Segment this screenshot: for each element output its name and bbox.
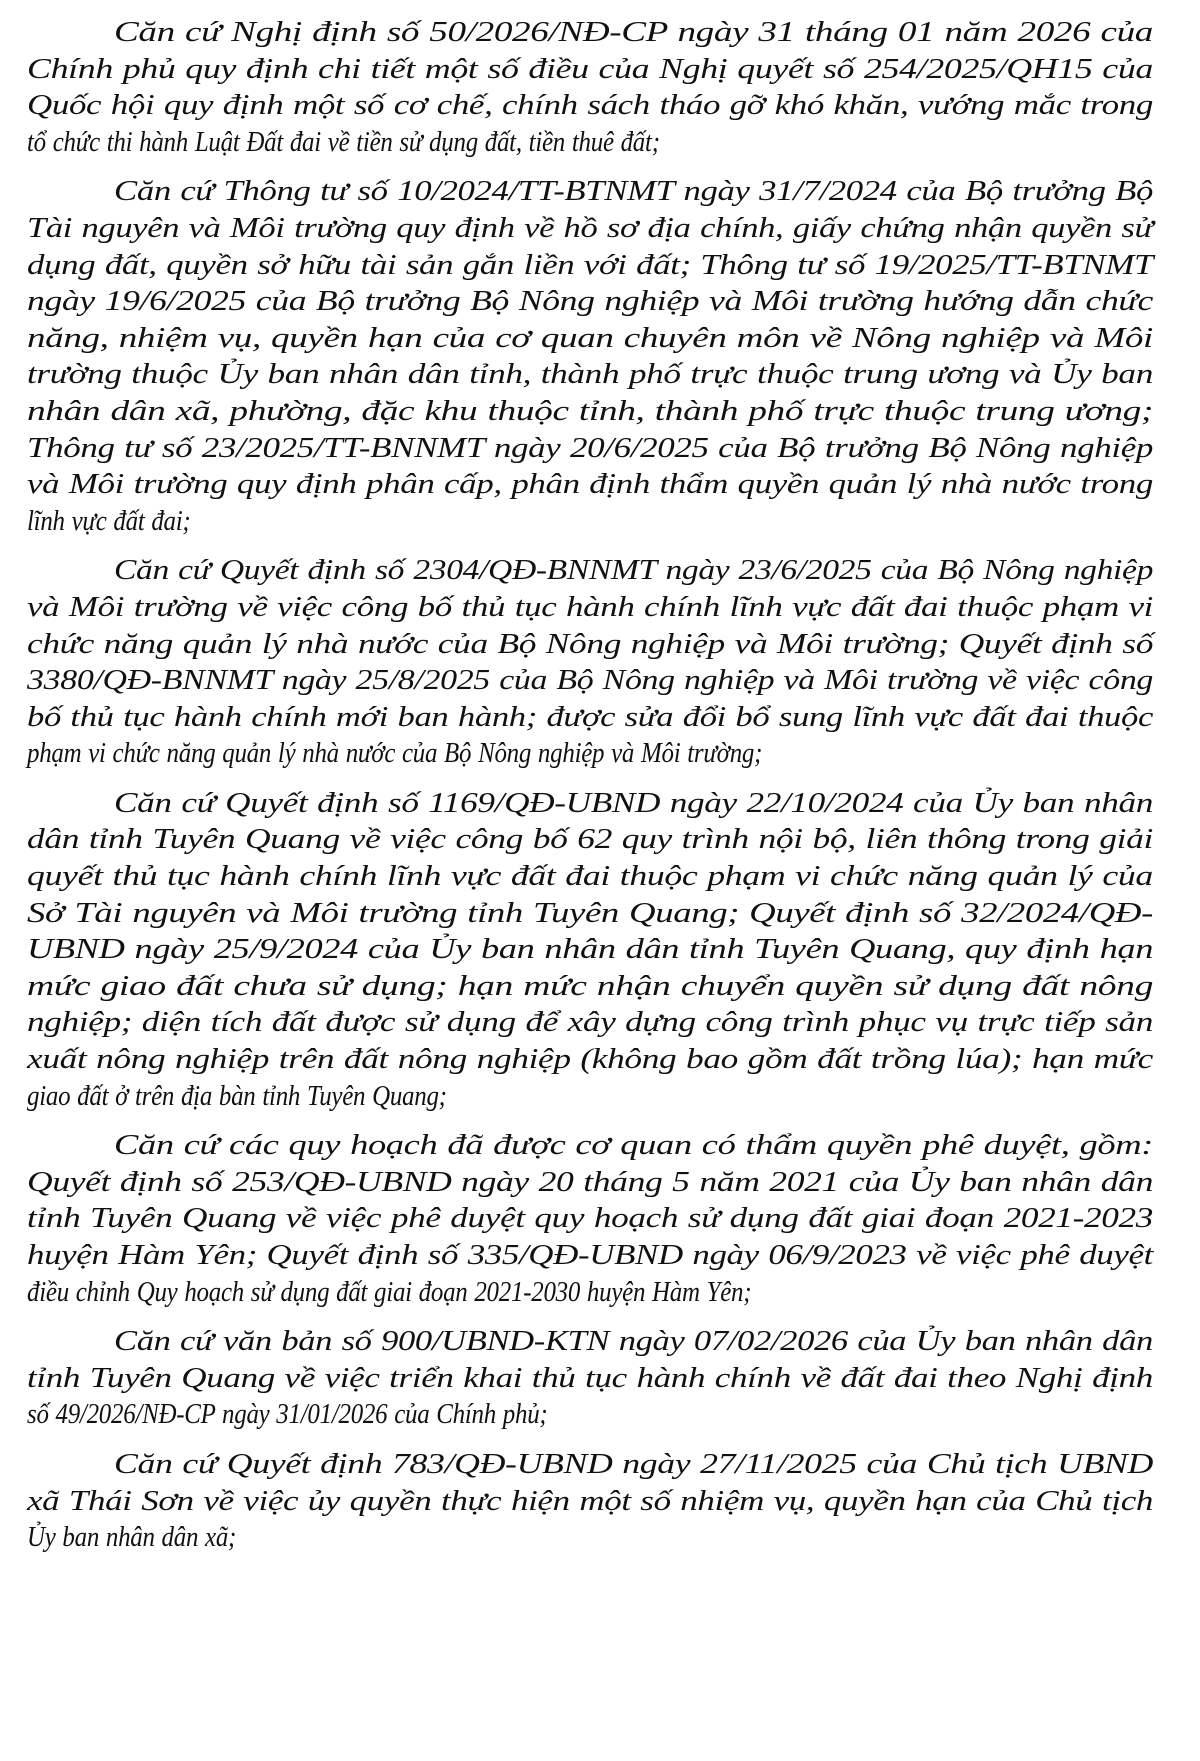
text-line [27, 51, 1153, 88]
text-line [27, 968, 1153, 1005]
text-line [27, 124, 1153, 161]
text-line [27, 1323, 1153, 1360]
text-run: UBND ngày 25/9/2024 của Ủy ban nhân dân tỉnh Tuyên Quang, quy định hạn [27, 933, 1154, 966]
text-run: Căn cứ Quyết định số 2304/QĐ-BNNMT ngày 23/6/2025 của Bộ Nông nghiệp [114, 554, 1154, 587]
text-run: số 49/2026/NĐ-CP ngày 31/01/2026 của Chính phủ; [27, 1398, 548, 1431]
text-run: huyện Hàm Yên; Quyết định số 335/QĐ-UBND ngày 06/9/2023 về việc phê duyệt [27, 1239, 1153, 1271]
text-run: tỉnh Tuyên Quang về việc triển khai thủ tục hành chính về đất đai theo Nghị định [27, 1361, 1153, 1394]
text-run: năng, nhiệm vụ, quyền hạn của cơ quan chuyên môn về Nông nghiệp và Môi [27, 321, 1153, 354]
text-line [27, 1446, 1153, 1483]
text-run: và Môi trường về việc công bố thủ tục hành chính lĩnh vực đất đai thuộc phạm vi [27, 590, 1153, 623]
text-run: xuất nông nghiệp trên đất nông nghiệp (không bao gồm đất trồng lúa); hạn mức [27, 1043, 1154, 1076]
text-line [27, 1483, 1153, 1520]
text-line [27, 14, 1153, 51]
text-line [27, 626, 1153, 663]
text-run: Căn cứ Quyết định số 1169/QĐ-UBND ngày 22/10/2024 của Ủy ban nhân [114, 786, 1154, 819]
text-run: Quyết định số 253/QĐ-UBND ngày 20 tháng 5 năm 2021 của Ủy ban nhân dân [27, 1165, 1154, 1198]
text-run: Ủy ban nhân dân xã; [27, 1521, 237, 1554]
text-line [27, 1200, 1153, 1237]
text-line [27, 1127, 1153, 1164]
text-line [27, 1274, 1153, 1311]
text-run: dân tỉnh Tuyên Quang về việc công bố 62 quy trình nội bộ, liên thông trong giải [27, 823, 1153, 856]
text-run: tỉnh Tuyên Quang về việc phê duyệt quy hoạch sử dụng đất giai đoạn 2021-2023 [27, 1202, 1153, 1235]
paragraph-thong-tu-10-2024 [27, 173, 1153, 539]
text-line [27, 320, 1153, 357]
text-run: nhân dân xã, phường, đặc khu thuộc tỉnh, thành phố trực thuộc trung ương; [27, 394, 1154, 427]
text-line [27, 247, 1153, 284]
text-line [27, 589, 1153, 626]
paragraph-nghi-dinh-50-2026 [27, 14, 1153, 160]
text-line [27, 1004, 1153, 1041]
text-line [27, 858, 1153, 895]
text-run: Căn cứ Thông tư số 10/2024/TT-BTNMT ngày 31/7/2024 của Bộ trưởng Bộ [114, 175, 1154, 208]
text-run: giao đất ở trên địa bàn tỉnh Tuyên Quang; [27, 1079, 447, 1112]
text-run: quyết thủ tục hành chính lĩnh vực đất đai thuộc phạm vi chức năng quản lý của [27, 860, 1153, 893]
text-line [27, 931, 1153, 968]
text-run: chức năng quản lý nhà nước của Bộ Nông nghiệp và Môi trường; Quyết định số [27, 627, 1154, 660]
text-line [27, 662, 1153, 699]
text-run: Căn cứ các quy hoạch đã được cơ quan có thẩm quyền phê duyệt, gồm: [114, 1129, 1154, 1162]
text-line [27, 1164, 1153, 1201]
text-line [27, 699, 1153, 736]
text-line [27, 173, 1153, 210]
paragraph-quyet-dinh-1169 [27, 785, 1153, 1114]
text-run: lĩnh vực đất đai; [27, 504, 191, 537]
text-line [27, 283, 1153, 320]
text-line [27, 1078, 1153, 1115]
document-page [27, 14, 1153, 1569]
paragraph-quyet-dinh-783 [27, 1446, 1153, 1556]
text-line [27, 503, 1153, 540]
text-run: xã Thái Sơn về việc ủy quyền thực hiện một số nhiệm vụ, quyền hạn của Chủ tịch [27, 1484, 1154, 1517]
paragraph-quy-hoach [27, 1127, 1153, 1310]
text-line [27, 87, 1153, 124]
text-run: bố thủ tục hành chính mới ban hành; được sửa đổi bổ sung lĩnh vực đất đai thuộc [27, 700, 1154, 733]
text-line [27, 1041, 1153, 1078]
text-run: Quốc hội quy định một số cơ chế, chính sách tháo gỡ khó khăn, vướng mắc trong [27, 89, 1153, 122]
text-run: 3380/QĐ-BNNMT ngày 25/8/2025 của Bộ Nông nghiệp và Môi trường về việc công [27, 664, 1154, 697]
text-run: nghiệp; diện tích đất được sử dụng để xây dựng công trình phục vụ trực tiếp sản [27, 1006, 1154, 1039]
text-run: điều chỉnh Quy hoạch sử dụng đất giai đoạn 2021-2030 huyện Hàm Yên; [27, 1275, 752, 1308]
text-run: tổ chức thi hành Luật Đất đai về tiền sử dụng đất, tiền thuê đất; [27, 125, 660, 158]
text-run: Tài nguyên và Môi trường quy định về hồ sơ địa chính, giấy chứng nhận quyền sử [27, 211, 1154, 244]
text-line [27, 735, 1153, 772]
text-line [27, 1519, 1153, 1556]
text-run: phạm vi chức năng quản lý nhà nước của Bộ Nông nghiệp và Môi trường; [27, 737, 763, 770]
text-line [27, 895, 1153, 932]
text-line [27, 785, 1153, 822]
text-line [27, 466, 1153, 503]
text-run: trường thuộc Ủy ban nhân dân tỉnh, thành phố trực thuộc trung ương và Ủy ban [27, 358, 1153, 391]
text-run: Thông tư số 23/2025/TT-BNNMT ngày 20/6/2025 của Bộ trưởng Bộ Nông nghiệp [27, 431, 1154, 464]
text-run: Căn cứ Nghị định số 50/2026/NĐ-CP ngày 31 tháng 01 năm 2026 của [114, 16, 1154, 48]
text-run: Chính phủ quy định chi tiết một số điều của Nghị quyết số 254/2025/QH15 của [27, 52, 1153, 85]
text-run: ngày 19/6/2025 của Bộ trưởng Bộ Nông nghiệp và Môi trường hướng dẫn chức [27, 285, 1153, 318]
text-run: và Môi trường quy định phân cấp, phân định thẩm quyền quản lý nhà nước trong [27, 468, 1153, 501]
text-run: Sở Tài nguyên và Môi trường tỉnh Tuyên Quang; Quyết định số 32/2024/QĐ- [27, 896, 1153, 929]
paragraph-quyet-dinh-2304 [27, 552, 1153, 772]
text-line [27, 210, 1153, 247]
text-line [27, 552, 1153, 589]
paragraph-van-ban-900 [27, 1323, 1153, 1433]
text-line [27, 393, 1153, 430]
text-line [27, 1360, 1153, 1397]
text-run: Căn cứ Quyết định 783/QĐ-UBND ngày 27/11/2025 của Chủ tịch UBND [114, 1447, 1153, 1480]
text-line [27, 356, 1153, 393]
text-line [27, 1237, 1153, 1274]
text-line [27, 1396, 1153, 1433]
text-run: Căn cứ văn bản số 900/UBND-KTN ngày 07/02/2026 của Ủy ban nhân dân [114, 1325, 1153, 1358]
text-line [27, 821, 1153, 858]
text-run: dụng đất, quyền sở hữu tài sản gắn liền với đất; Thông tư số 19/2025/TT-BTNMT [27, 248, 1153, 281]
text-line [27, 430, 1153, 467]
text-run: mức giao đất chưa sử dụng; hạn mức nhận chuyển quyền sử dụng đất nông [27, 969, 1153, 1002]
